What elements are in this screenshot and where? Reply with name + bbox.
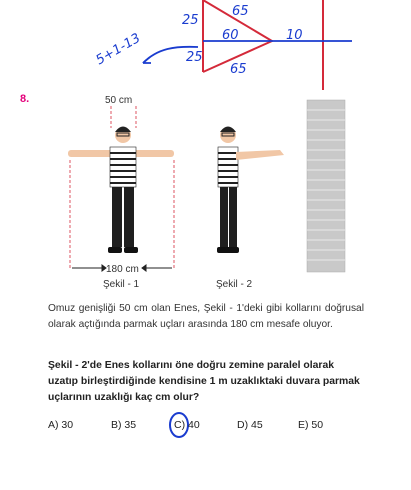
hw-top-right: 65 bbox=[232, 4, 249, 19]
figure-2-caption: Şekil - 2 bbox=[216, 279, 253, 290]
hw-right: 10 bbox=[286, 28, 303, 43]
option-c[interactable]: C) 40 bbox=[174, 419, 200, 431]
problem-paragraph: Omuz genişliği 50 cm olan Enes, Şekil - 1'deki gibi kollarını doğrusal olarak açtığında parmak uçları arasında 180 cm mesafe oluyor. bbox=[48, 303, 364, 330]
figure-1-caption: Şekil - 1 bbox=[103, 279, 140, 290]
question-text: Şekil - 2'de Enes kollarını öne doğru zemine paralel olarak uzatıp birleştirdiğinde kendisine 1 m uzaklıktaki duvara parmak uçlarının uzaklığı kaç cm olur? bbox=[48, 360, 360, 403]
arm-span-label: 180 cm bbox=[106, 264, 139, 275]
hw-bottom-left: 25 bbox=[186, 50, 203, 65]
option-a[interactable]: A) 30 bbox=[48, 419, 74, 431]
option-e[interactable]: E) 50 bbox=[298, 419, 324, 431]
brick-wall bbox=[307, 100, 345, 272]
person-figure-1 bbox=[68, 127, 174, 254]
hw-top-left: 25 bbox=[182, 13, 199, 28]
shoulder-width-label: 50 cm bbox=[105, 95, 133, 106]
option-d[interactable]: D) 45 bbox=[237, 419, 263, 431]
handwritten-triangle bbox=[203, 0, 323, 90]
option-b[interactable]: B) 35 bbox=[111, 419, 137, 431]
hw-bottom-right: 65 bbox=[230, 62, 247, 77]
person-figure-2 bbox=[217, 127, 284, 254]
question-number: 8. bbox=[20, 93, 30, 105]
hw-formula: 5+1-13 bbox=[93, 30, 144, 69]
hw-center: 60 bbox=[222, 28, 239, 43]
